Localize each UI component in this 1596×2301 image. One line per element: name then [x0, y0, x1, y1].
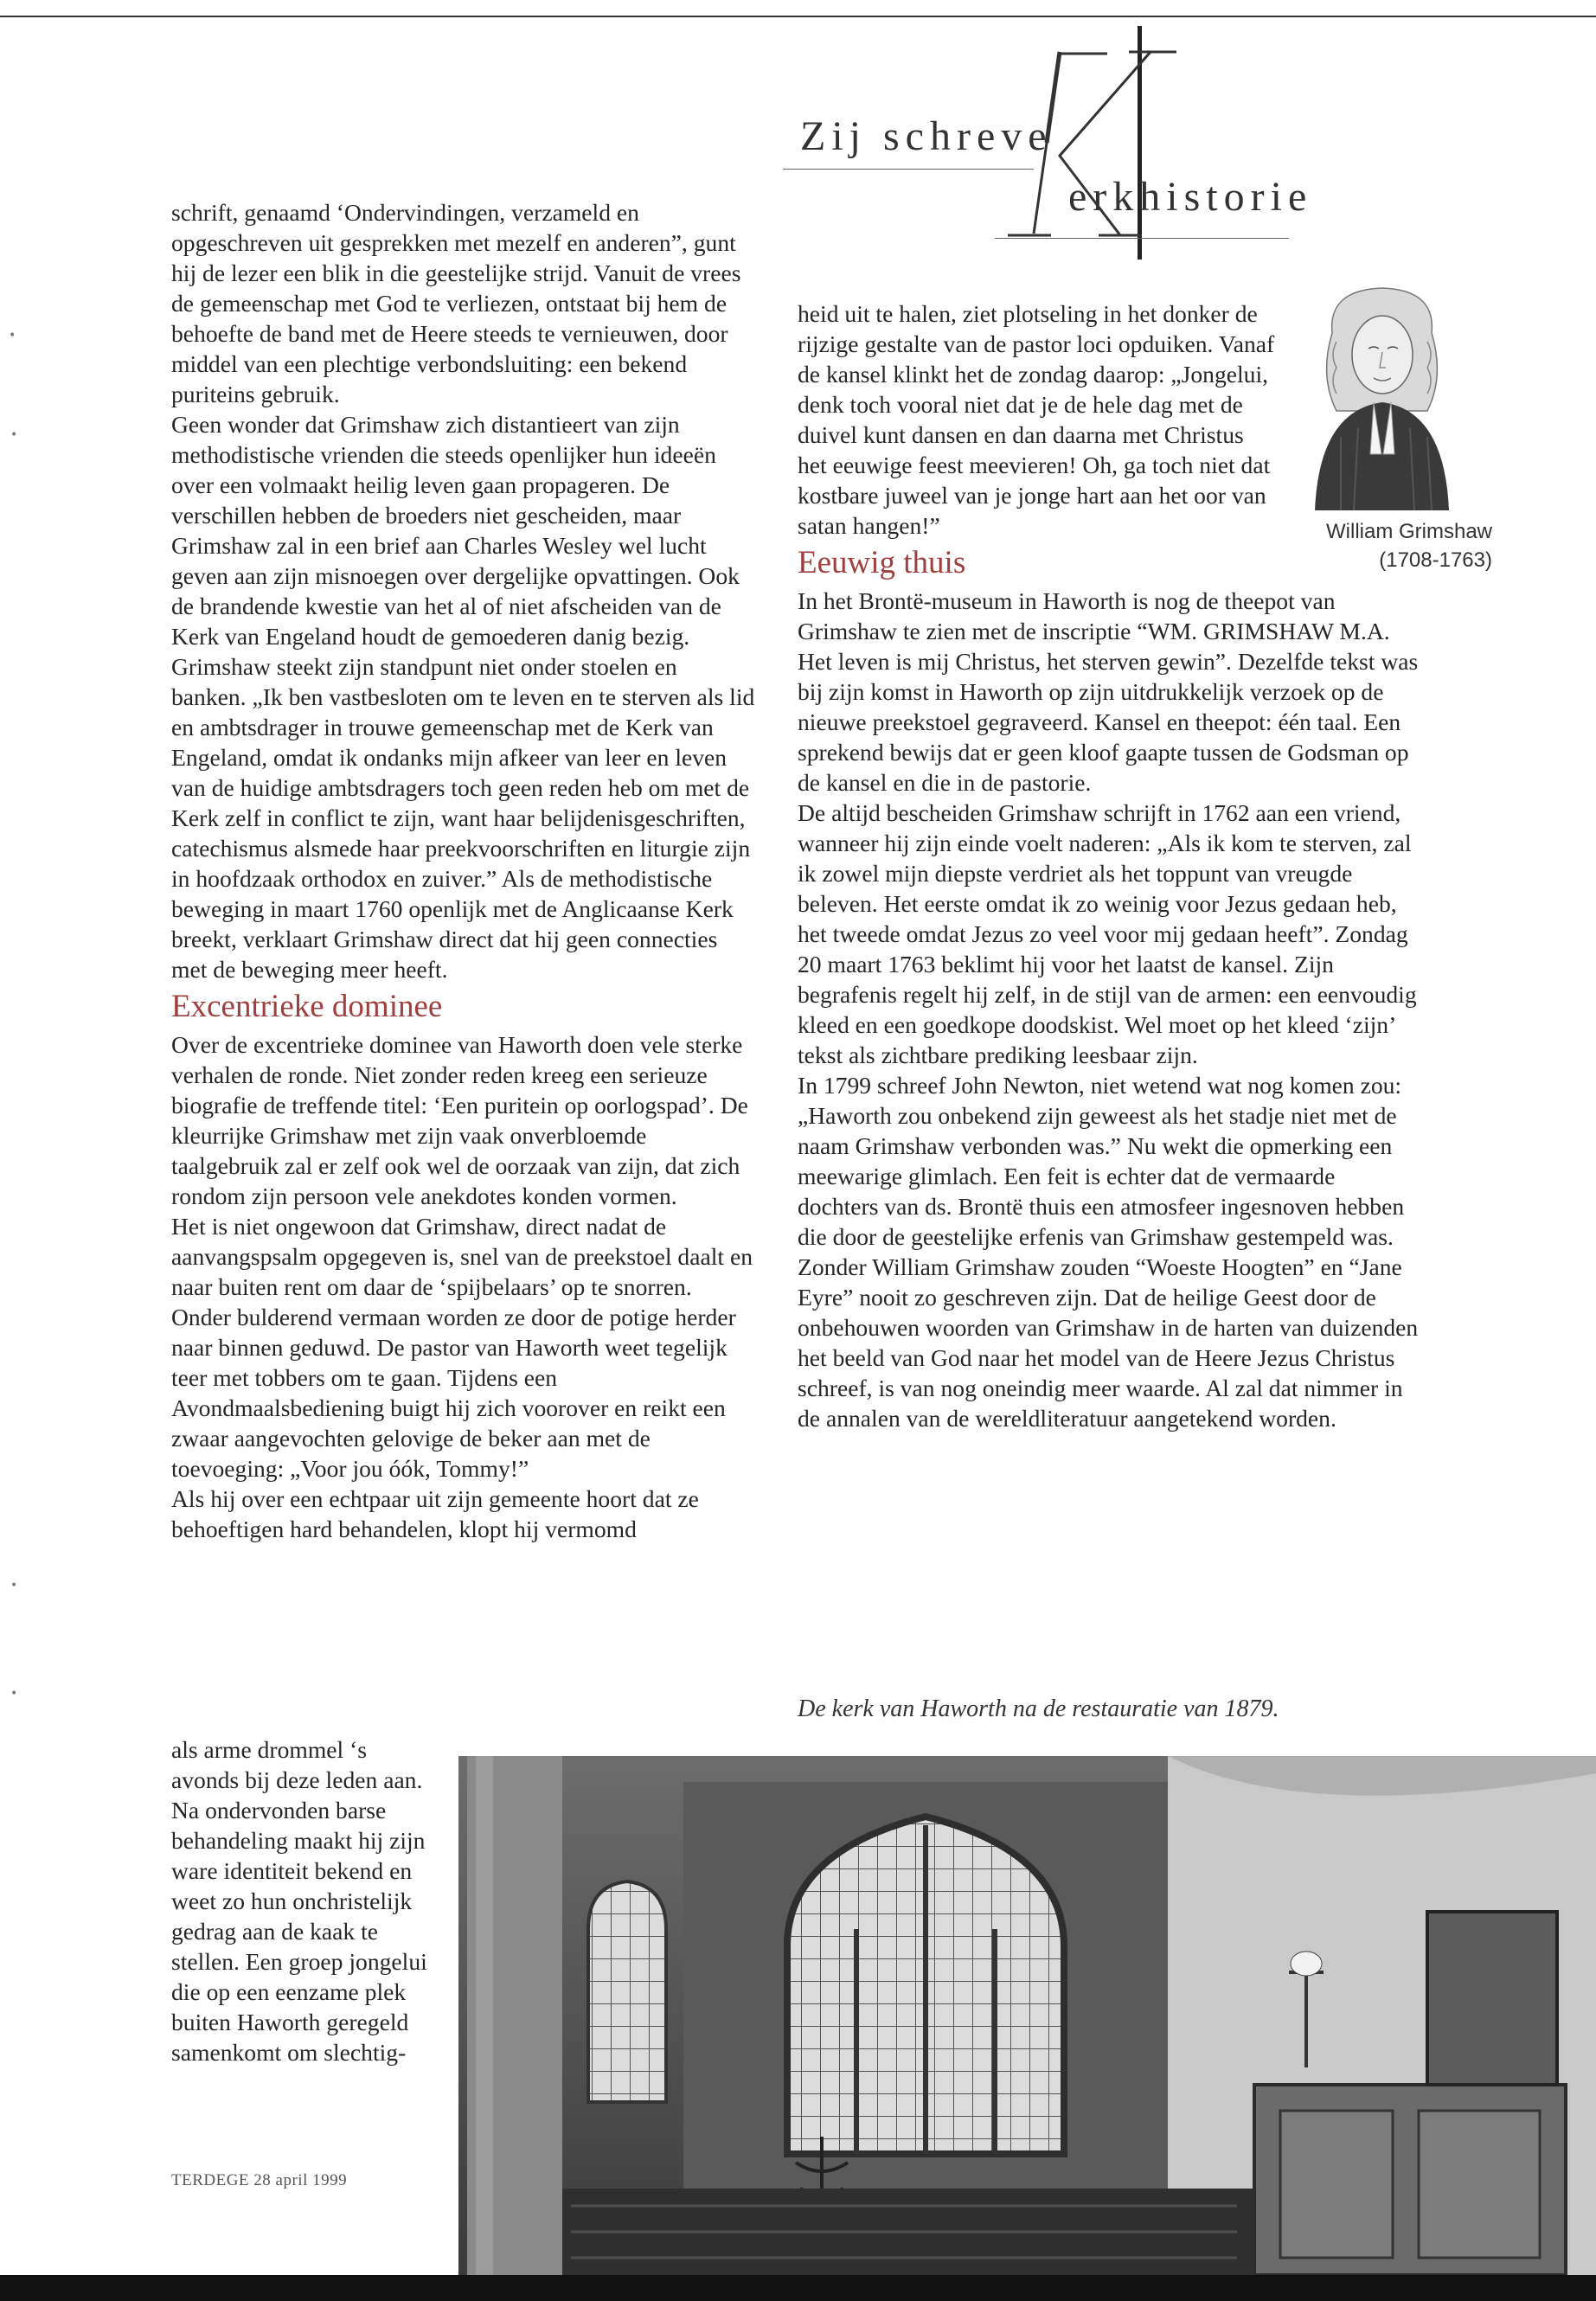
margin-mark: • [10, 1579, 18, 1593]
left-paragraph: Geen wonder dat Grimshaw zich distantieert van zijn methodistische vrienden die steeds openlijker hun ideeën over een volmaakt heilig leven gaan propageren. De verschillen hebben de broeders niet gescheiden, maar Grimshaw zal in een brief aan Charles Wesley wel lucht geven aan zijn misnoegen over dergelijke opvattingen. Ook de brandende kwestie van het al of niet afscheiden van de Kerk van Engeland houdt de gemoederen danig bezig. Grimshaw steekt zijn standpunt niet onder stoelen en banken. „Ik ben vastbesloten om te leven en te sterven als lid en ambtsdrager in trouwe gemeenschap met de Kerk van Engeland, omdat ik ondanks mijn afkeer van leer en leven van de huidige ambtsdragers toch geen reden heb om met de Kerk zelf in conflict te zijn, want haar belijdenisgeschriften, catechismus alsmede haar preekvoorschriften en liturgie zijn in hoofdzaak orthodox en zuiver.” Als de methodistische beweging in maart 1760 openlijk met de Anglicaanse Kerk breekt, verklaart Grimshaw direct dat hij geen connecties met de beweging meer heeft. [171, 411, 755, 983]
logo-title-part2: erkhistorie [1068, 174, 1313, 220]
photo-caption: De kerk van Haworth na de restauratie van 1879. [798, 1695, 1279, 1722]
section-heading-eeuwig: Eeuwig thuis [798, 545, 966, 580]
right-paragraph: De altijd bescheiden Grimshaw schrijft in 1762 aan een vriend, wanneer hij zijn einde voelt naderen: „Als ik kom te sterven, zal ik zowel mijn diepste verdriet als het toppunt van vreugde beleven. Het eerste omdat ik zo weinig voor Jezus gedaan heb, het tweede omdat Jezus zo veel voor mij gedaan heeft”. Zondag 20 maart 1763 beklimt hij voor het laatst de kansel. Zijn begrafenis regelt hij zelf, in de stijl van de armen: een eenvoudig kleed en een goedkope doodskist. Wel moet op het kleed ‘zijn’ tekst als zichtbare prediking leesbaar zijn. [798, 799, 1417, 1068]
church-interior-photo [458, 1756, 1596, 2275]
portrait-image [1306, 281, 1458, 510]
right-paragraph: In 1799 schreef John Newton, niet wetend wat nog komen zou: „Haworth zou onbekend zijn geweest als het stadje niet met de naam Grimshaw verbonden was.” Nu wekt die opmerking een meewarige glimlach. Een feit is echter dat de vermaarde dochters van ds. Brontë thuis een atmosfeer ingesnoven hebben die door de geestelijke erfenis van Grimshaw gestempeld was. Zonder William Grimshaw zouden “Woeste Hoogten” en “Jane Eyre” nooit zo geschreven zijn. Dat de heilige Geest door de onbehouwen woorden van Grimshaw in de harten van duizenden het beeld van God naar het model van de Heere Jezus Christus schreef, is van nog oneindig meer waarde. Al zal dat nimmer in de annalen van de wereldliteratuur aangetekend worden. [798, 1072, 1419, 1432]
left-column [171, 197, 755, 1544]
left-column-tail [171, 1734, 431, 2067]
section-heading-excentrieke: Excentrieke dominee [171, 989, 443, 1024]
margin-mark: • [10, 428, 18, 442]
margin-mark: • [10, 1687, 18, 1701]
bottom-bar [0, 2275, 1596, 2301]
section-logo [783, 26, 1458, 260]
left-paragraph: Het is niet ongewoon dat Grimshaw, direct nadat de aanvangspsalm opgegeven is, snel van de preekstoel daalt en naar buiten rent om daar de ‘spijbelaars’ op te snorren. Onder bulderend vermaan worden ze door de potige herder naar binnen geduwd. De pastor van Haworth weet tegelijk teer met tobbers om te gaan. Tijdens een Avondmaalsbediening buigt hij zich voorover en reikt een zwaar aangevochten gelovige de beker aan met de toevoeging: „Voor jou óók, Tommy!” [171, 1213, 753, 1482]
logo-title-part1: Zij schreve [800, 113, 1053, 159]
left-paragraph: schrift, genaamd ‘Ondervindingen, verzameld en opgeschreven uit gesprekken met mezelf en anderen”, gunt hij de lezer een blik in die geestelijke strijd. Vanuit de vrees de gemeenschap met God te verliezen, ontstaat bij hem de behoefte de band met de Heere steeds te vernieuwen, door middel van een plechtige verbondsluiting: een bekend puriteins gebruik. [171, 199, 741, 407]
portrait-years: (1708-1763) [1379, 548, 1492, 572]
logo-rule-1 [783, 169, 1034, 170]
left-tail-paragraph: als arme drommel ‘s avonds bij deze leden aan. Na ondervonden barse behandeling maakt hij zijn ware identiteit bekend en weet zo hun onchristelijk gedrag aan de kaak te stellen. Een groep jongelui die op een eenzame plek buiten Haworth geregeld samenkomt om slechtig- [171, 1736, 427, 2066]
logo-rule-2 [995, 238, 1289, 239]
page-footer: TERDEGE 28 april 1999 [171, 2171, 348, 2189]
top-rule [0, 16, 1596, 17]
portrait-name: William Grimshaw [1326, 520, 1492, 543]
portrait-caption [1293, 517, 1492, 574]
margin-mark: • [9, 329, 16, 343]
left-paragraph: Over de excentrieke dominee van Haworth doen vele sterke verhalen de ronde. Niet zonder reden kreeg een serieuze biografie de treffende titel: ‘Een puritein op oorlogspad’. De kleurrijke Grimshaw met zijn vaak onverbloemde taalgebruik zal er zelf ook wel de oorzaak van zijn, dat zich rondom zijn persoon vele anekdotes konden vormen. [171, 1031, 748, 1209]
right-paragraph: In het Brontë-museum in Haworth is nog de theepot van Grimshaw te zien met de inscriptie “WM. GRIMSHAW M.A. Het leven is mij Christus, het sterven gewin”. Dezelfde tekst was bij zijn komst in Haworth op zijn uitdrukkelijk verzoek op de nieuwe preekstoel gegraveerd. Kansel en theepot: één taal. Een sprekend bewijs dat er geen kloof gaapte tussen de Godsman op de kansel en die in de pastorie. [798, 587, 1419, 796]
left-paragraph: Als hij over een echtpaar uit zijn gemeente hoort dat ze behoeftigen hard behandelen, klopt hij vermomd [171, 1485, 699, 1542]
right-intro-paragraph: heid uit te halen, ziet plotseling in het donker de rijzige gestalte van de pastor loci opduiken. Vanaf de kansel klinkt het de zondag daarop: „Jongelui, denk toch vooral niet dat je de hele dag met de duivel kunt dansen en dan daarna met Christus het eeuwige feest meevieren! Oh, ga toch niet dat kostbare juweel van je jonge hart aan het oor van satan hangen!” [798, 300, 1275, 539]
